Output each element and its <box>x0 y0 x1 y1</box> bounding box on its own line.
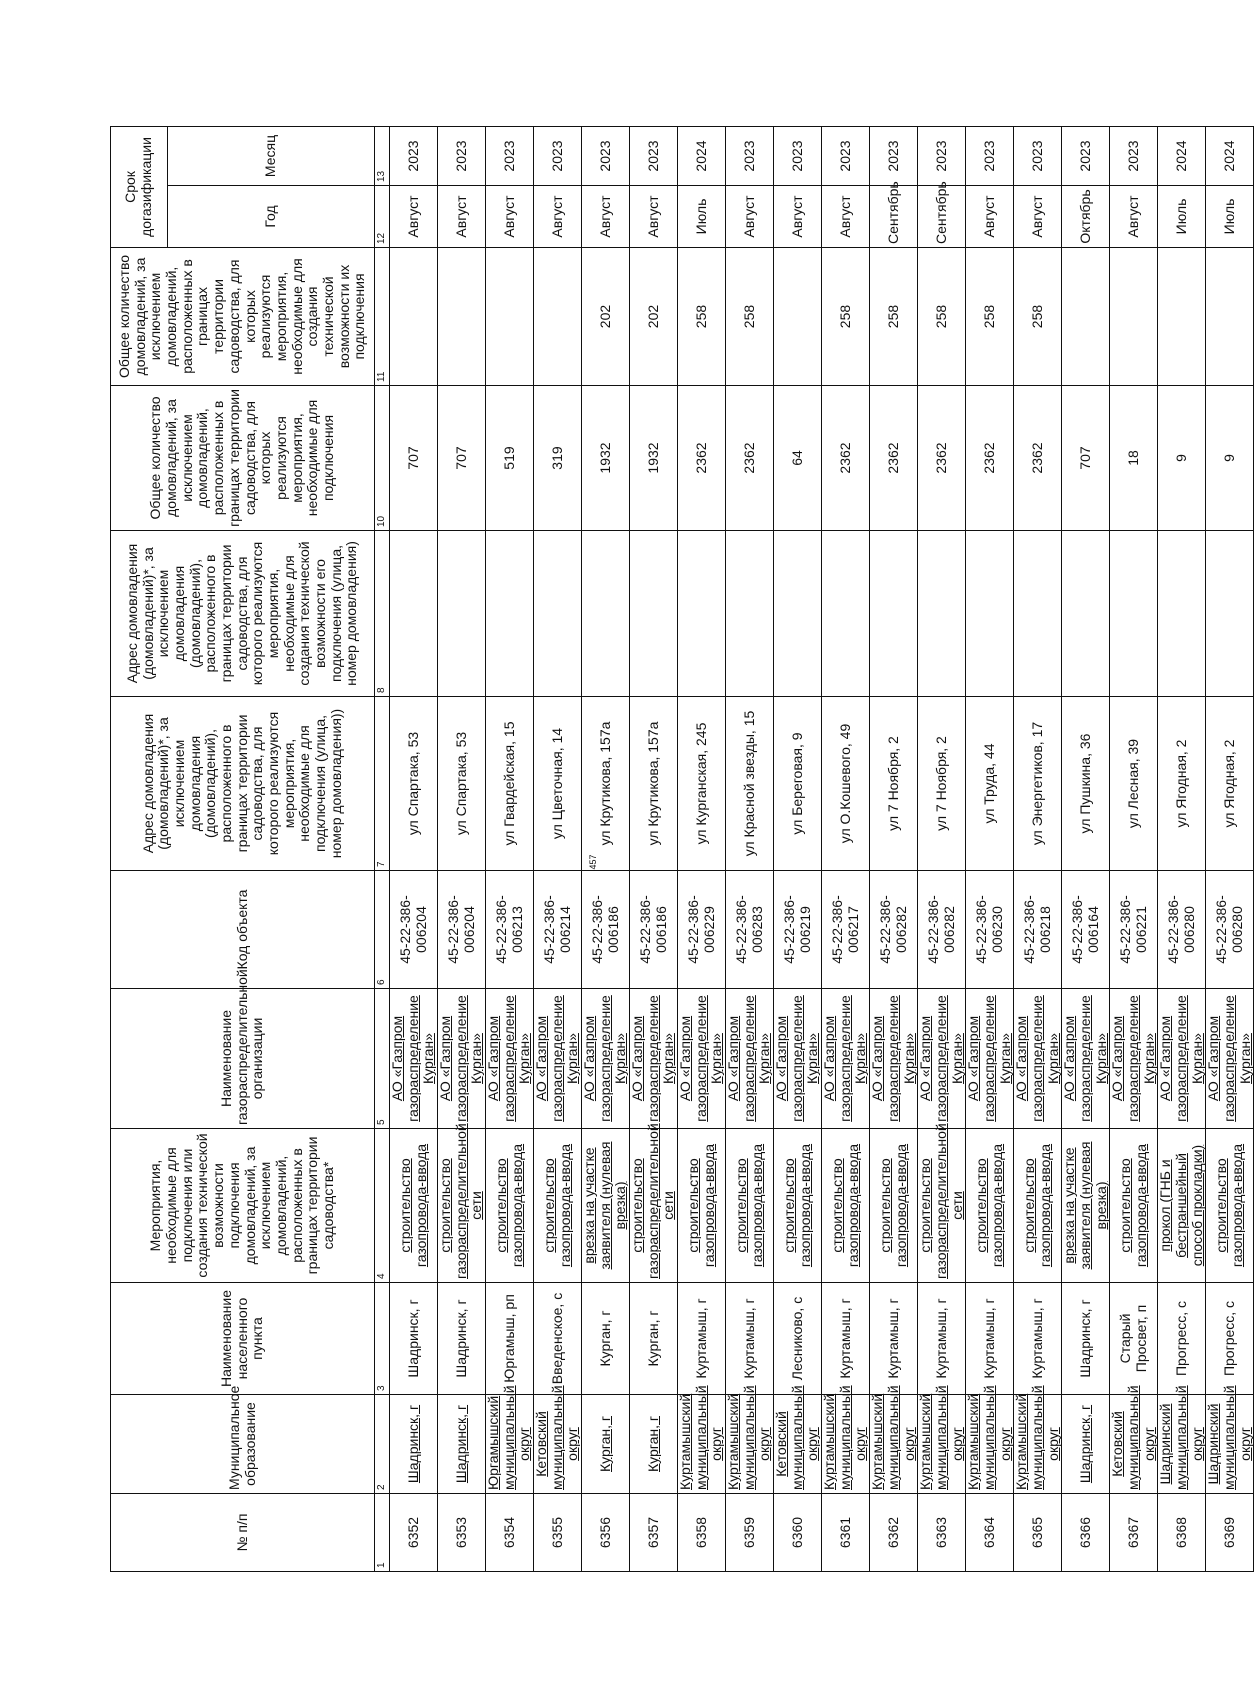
cell-num: 6363 <box>918 1494 966 1572</box>
cell-measures: строительство газопровода-ввода <box>1014 1129 1062 1283</box>
cell-total-connect: 707 <box>390 386 438 531</box>
cell-num: 6360 <box>774 1494 822 1572</box>
cell-measures: строительство газопровода-ввода <box>390 1129 438 1283</box>
cell-object-code: 45-22-386-006213 <box>486 871 534 989</box>
column-number: 5 <box>375 989 390 1129</box>
cell-num: 6367 <box>1110 1494 1158 1572</box>
cell-measures: врезка на участке заявителя (нулевая врезка) <box>1062 1129 1110 1283</box>
cell-address: ул Курганская, 245 <box>678 697 726 871</box>
header-gas-org: Наименование газораспределительной организации <box>111 989 375 1129</box>
cell-num: 6355 <box>534 1494 582 1572</box>
cell-municipality: Куртамышский муниципальный округ <box>726 1395 774 1494</box>
column-number: 4 <box>375 1129 390 1283</box>
cell-total-connect: 319 <box>534 386 582 531</box>
cell-year: Июль <box>1158 186 1206 248</box>
column-number: 6 <box>375 871 390 989</box>
cell-total-tech: 258 <box>870 248 918 386</box>
rotated-table-container <box>110 127 1253 1572</box>
cell-gas-org: АО «Газпром газораспределение Курган» <box>1014 989 1062 1129</box>
cell-total-tech: 202 <box>630 248 678 386</box>
header-total-connect: Общее количество домовладений, за исключением домовладений, расположенных в границах территории садоводства, для которых реализуются мероприятия, необходимые для подключения <box>111 386 375 531</box>
cell-address-garden <box>1206 531 1254 697</box>
cell-object-code: 45-22-386-006218 <box>1014 871 1062 989</box>
table-row <box>774 126 822 1571</box>
cell-municipality: Курган, г <box>582 1395 630 1494</box>
cell-object-code: 45-22-386-006280 <box>1206 871 1254 989</box>
cell-year: Август <box>582 186 630 248</box>
table-row <box>966 126 1014 1571</box>
cell-address: ул О.Кошевого, 49 <box>822 697 870 871</box>
cell-total-connect: 9 <box>1158 386 1206 531</box>
cell-year: Август <box>1110 186 1158 248</box>
cell-object-code: 45-22-386-006219 <box>774 871 822 989</box>
cell-settlement: Куртамыш, г <box>870 1283 918 1395</box>
cell-year: Август <box>726 186 774 248</box>
cell-gas-org: АО «Газпром газораспределение Курган» <box>582 989 630 1129</box>
cell-municipality: Курган, г <box>630 1395 678 1494</box>
cell-total-connect: 2362 <box>1014 386 1062 531</box>
cell-num: 6354 <box>486 1494 534 1572</box>
cell-address: ул Энергетиков, 17 <box>1014 697 1062 871</box>
cell-address: ул Ягодная, 2 <box>1206 697 1254 871</box>
cell-municipality: Куртамышский муниципальный округ <box>966 1395 1014 1494</box>
cell-address-garden <box>870 531 918 697</box>
cell-gas-org: АО «Газпром газораспределение Курган» <box>486 989 534 1129</box>
cell-settlement: Шадринск, г <box>438 1283 486 1395</box>
cell-month: 2023 <box>534 126 582 185</box>
cell-measures: строительство газораспределительной сети <box>918 1129 966 1283</box>
cell-total-connect: 2362 <box>966 386 1014 531</box>
cell-month: 2023 <box>870 126 918 185</box>
cell-total-connect: 2362 <box>822 386 870 531</box>
cell-municipality: Юргамышский муниципальный округ <box>486 1395 534 1494</box>
cell-gas-org: АО «Газпром газораспределение Курган» <box>966 989 1014 1129</box>
cell-total-tech: 202 <box>582 248 630 386</box>
cell-object-code: 45-22-386-006282 <box>870 871 918 989</box>
cell-gas-org: АО «Газпром газораспределение Курган» <box>870 989 918 1129</box>
table-row <box>438 126 486 1571</box>
cell-object-code: 45-22-386-006229 <box>678 871 726 989</box>
cell-municipality: Шадринск, г <box>1062 1395 1110 1494</box>
cell-measures: строительство газораспределительной сети <box>438 1129 486 1283</box>
cell-municipality: Кетовский муниципальный округ <box>534 1395 582 1494</box>
cell-month: 2024 <box>1158 126 1206 185</box>
cell-address: ул Красной звезды, 15 <box>726 697 774 871</box>
cell-object-code: 45-22-386-006280 <box>1158 871 1206 989</box>
cell-address: ул Спартака, 53 <box>390 697 438 871</box>
cell-measures: строительство газопровода-ввода <box>870 1129 918 1283</box>
cell-address: ул Гвардейская, 15 <box>486 697 534 871</box>
cell-measures: прокол (ГНБ и бестраншейный способ прокладки) <box>1158 1129 1206 1283</box>
cell-municipality: Кетовский муниципальный округ <box>1110 1395 1158 1494</box>
cell-address-garden <box>630 531 678 697</box>
cell-gas-org: АО «Газпром газораспределение Курган» <box>630 989 678 1129</box>
header-measures: Мероприятия, необходимые для подключения или создания технической возможности подключения домовладений, за исключением домовладений, расположенных в границах территории садоводства* <box>111 1129 375 1283</box>
cell-year: Октябрь <box>1062 186 1110 248</box>
cell-total-connect: 9 <box>1206 386 1254 531</box>
cell-month: 2023 <box>390 126 438 185</box>
cell-settlement: Прогресс, с <box>1158 1283 1206 1395</box>
table-row <box>486 126 534 1571</box>
cell-address-garden <box>438 531 486 697</box>
header-num: № п/п <box>111 1494 375 1572</box>
page-number: 457 <box>588 854 598 870</box>
cell-total-connect: 519 <box>486 386 534 531</box>
cell-month: 2023 <box>1110 126 1158 185</box>
cell-gas-org: АО «Газпром газораспределение Курган» <box>438 989 486 1129</box>
header-address-garden: Адрес домовладения (домовладений)*, за исключением домовладения (домовладений), расположенного в границах территории садоводства, для которого реализуются мероприятия, необходимые для создания технической возможности его подключения (улица, номер домовладения) <box>111 531 375 697</box>
cell-total-tech: 258 <box>822 248 870 386</box>
cell-measures: врезка на участке заявителя (нулевая врезка) <box>582 1129 630 1283</box>
column-number: 1 <box>375 1494 390 1572</box>
cell-total-connect: 2362 <box>726 386 774 531</box>
cell-object-code: 45-22-386-006221 <box>1110 871 1158 989</box>
cell-year: Июль <box>1206 186 1254 248</box>
table-row <box>390 126 438 1571</box>
cell-measures: строительство газопровода-ввода <box>726 1129 774 1283</box>
cell-total-tech <box>1158 248 1206 386</box>
table-row <box>582 126 630 1571</box>
header-total-tech: Общее количество домовладений, за исключением домовладений, расположенных в границах территории садоводства, для которых реализуются мероприятия, необходимые для создания технической возможности их подключения <box>111 248 375 386</box>
header-year: Год <box>168 186 375 248</box>
cell-gas-org: АО «Газпром газораспределение Курган» <box>1206 989 1254 1129</box>
cell-address-garden <box>1110 531 1158 697</box>
table-row <box>630 126 678 1571</box>
column-number-row <box>375 126 390 1571</box>
cell-settlement: Старый Просвет, п <box>1110 1283 1158 1395</box>
cell-object-code: 45-22-386-006186 <box>582 871 630 989</box>
gasification-table <box>110 126 1254 1572</box>
column-number: 13 <box>375 126 390 185</box>
cell-municipality: Шадринск, г <box>390 1395 438 1494</box>
cell-measures: строительство газопровода-ввода <box>774 1129 822 1283</box>
cell-total-tech <box>438 248 486 386</box>
cell-month: 2023 <box>774 126 822 185</box>
cell-municipality: Шадринск, г <box>438 1395 486 1494</box>
cell-address-garden <box>774 531 822 697</box>
table-row <box>870 126 918 1571</box>
table-row <box>1014 126 1062 1571</box>
cell-object-code: 45-22-386-006186 <box>630 871 678 989</box>
column-number: 7 <box>375 697 390 871</box>
cell-month: 2023 <box>438 126 486 185</box>
cell-address: ул 7 Ноября, 2 <box>870 697 918 871</box>
cell-object-code: 45-22-386-006282 <box>918 871 966 989</box>
header-deadline: Срок догазификации <box>111 126 168 247</box>
cell-year: Август <box>486 186 534 248</box>
cell-measures: строительство газопровода-ввода <box>678 1129 726 1283</box>
cell-gas-org: АО «Газпром газораспределение Курган» <box>726 989 774 1129</box>
cell-total-tech <box>1062 248 1110 386</box>
cell-num: 6365 <box>1014 1494 1062 1572</box>
cell-month: 2023 <box>486 126 534 185</box>
cell-address: ул Ягодная, 2 <box>1158 697 1206 871</box>
cell-month: 2023 <box>582 126 630 185</box>
column-number: 10 <box>375 386 390 531</box>
cell-object-code: 45-22-386-006204 <box>438 871 486 989</box>
header-object-code: Код объекта <box>111 871 375 989</box>
cell-num: 6353 <box>438 1494 486 1572</box>
column-number: 2 <box>375 1395 390 1494</box>
cell-settlement: Юргамыш, рп <box>486 1283 534 1395</box>
cell-settlement: Лесниково, с <box>774 1283 822 1395</box>
cell-total-connect: 64 <box>774 386 822 531</box>
cell-total-connect: 707 <box>1062 386 1110 531</box>
table-row <box>726 126 774 1571</box>
cell-num: 6369 <box>1206 1494 1254 1572</box>
cell-address: ул Спартака, 53 <box>438 697 486 871</box>
cell-object-code: 45-22-386-006217 <box>822 871 870 989</box>
cell-measures: строительство газораспределительной сети <box>630 1129 678 1283</box>
table-body <box>390 126 1254 1571</box>
cell-month: 2023 <box>966 126 1014 185</box>
cell-address-garden <box>582 531 630 697</box>
cell-month: 2023 <box>1014 126 1062 185</box>
cell-month: 2023 <box>918 126 966 185</box>
cell-num: 6364 <box>966 1494 1014 1572</box>
cell-address-garden <box>486 531 534 697</box>
cell-measures: строительство газопровода-ввода <box>1110 1129 1158 1283</box>
cell-settlement: Куртамыш, г <box>918 1283 966 1395</box>
cell-num: 6362 <box>870 1494 918 1572</box>
header-month: Месяц <box>168 126 375 185</box>
cell-address-garden <box>966 531 1014 697</box>
cell-total-connect: 18 <box>1110 386 1158 531</box>
cell-municipality: Куртамышский муниципальный округ <box>870 1395 918 1494</box>
cell-total-tech <box>390 248 438 386</box>
cell-municipality: Шадринский муниципальный округ <box>1158 1395 1206 1494</box>
cell-num: 6366 <box>1062 1494 1110 1572</box>
cell-address-garden <box>1062 531 1110 697</box>
cell-object-code: 45-22-386-006214 <box>534 871 582 989</box>
cell-address-garden <box>1014 531 1062 697</box>
cell-num: 6359 <box>726 1494 774 1572</box>
cell-address-garden <box>678 531 726 697</box>
cell-municipality: Шадринский муниципальный округ <box>1206 1395 1254 1494</box>
cell-settlement: Курган, г <box>630 1283 678 1395</box>
cell-address: ул Береговая, 9 <box>774 697 822 871</box>
column-number: 8 <box>375 531 390 697</box>
cell-measures: строительство газопровода-ввода <box>1206 1129 1254 1283</box>
cell-gas-org: АО «Газпром газораспределение Курган» <box>1110 989 1158 1129</box>
cell-settlement: Прогресс, с <box>1206 1283 1254 1395</box>
cell-year: Июль <box>678 186 726 248</box>
cell-settlement: Куртамыш, г <box>966 1283 1014 1395</box>
cell-total-tech <box>534 248 582 386</box>
cell-municipality: Куртамышский муниципальный округ <box>918 1395 966 1494</box>
cell-total-connect: 707 <box>438 386 486 531</box>
cell-municipality: Куртамышский муниципальный округ <box>678 1395 726 1494</box>
cell-gas-org: АО «Газпром газораспределение Курган» <box>822 989 870 1129</box>
cell-settlement: Куртамыш, г <box>822 1283 870 1395</box>
cell-total-connect: 2362 <box>870 386 918 531</box>
cell-num: 6352 <box>390 1494 438 1572</box>
cell-gas-org: АО «Газпром газораспределение Курган» <box>1158 989 1206 1129</box>
cell-address: ул Труда, 44 <box>966 697 1014 871</box>
cell-settlement: Введенское, с <box>534 1283 582 1395</box>
table-row <box>918 126 966 1571</box>
cell-total-tech <box>1206 248 1254 386</box>
cell-address: ул Крутикова, 157а <box>630 697 678 871</box>
cell-total-tech <box>1110 248 1158 386</box>
cell-object-code: 45-22-386-006230 <box>966 871 1014 989</box>
cell-municipality: Куртамышский муниципальный округ <box>1014 1395 1062 1494</box>
cell-gas-org: АО «Газпром газораспределение Курган» <box>678 989 726 1129</box>
cell-month: 2023 <box>1062 126 1110 185</box>
cell-year: Август <box>390 186 438 248</box>
cell-year: Август <box>1014 186 1062 248</box>
cell-num: 6356 <box>582 1494 630 1572</box>
cell-address-garden <box>390 531 438 697</box>
cell-gas-org: АО «Газпром газораспределение Курган» <box>1062 989 1110 1129</box>
cell-total-tech: 258 <box>966 248 1014 386</box>
cell-num: 6357 <box>630 1494 678 1572</box>
cell-year: Сентябрь <box>918 186 966 248</box>
cell-num: 6368 <box>1158 1494 1206 1572</box>
cell-address: ул Пушкина, 36 <box>1062 697 1110 871</box>
cell-settlement: Курган, г <box>582 1283 630 1395</box>
cell-settlement: Шадринск, г <box>1062 1283 1110 1395</box>
cell-address-garden <box>822 531 870 697</box>
cell-address: ул 7 Ноября, 2 <box>918 697 966 871</box>
cell-month: 2024 <box>1206 126 1254 185</box>
column-number: 12 <box>375 186 390 248</box>
cell-total-tech: 258 <box>678 248 726 386</box>
cell-total-tech: 258 <box>1014 248 1062 386</box>
header-settlement: Наименование населенного пункта <box>111 1283 375 1395</box>
cell-month: 2023 <box>630 126 678 185</box>
cell-settlement: Куртамыш, г <box>726 1283 774 1395</box>
cell-total-tech <box>486 248 534 386</box>
cell-total-tech: 258 <box>918 248 966 386</box>
table-row <box>1110 126 1158 1571</box>
cell-total-connect: 1932 <box>630 386 678 531</box>
cell-measures: строительство газопровода-ввода <box>822 1129 870 1283</box>
cell-total-connect: 1932 <box>582 386 630 531</box>
cell-year: Август <box>966 186 1014 248</box>
cell-month: 2023 <box>726 126 774 185</box>
cell-num: 6361 <box>822 1494 870 1572</box>
cell-gas-org: АО «Газпром газораспределение Курган» <box>534 989 582 1129</box>
cell-object-code: 45-22-386-006164 <box>1062 871 1110 989</box>
table-row <box>534 126 582 1571</box>
cell-num: 6358 <box>678 1494 726 1572</box>
cell-year: Август <box>438 186 486 248</box>
cell-total-connect: 2362 <box>678 386 726 531</box>
cell-month: 2024 <box>678 126 726 185</box>
cell-address: ул Крутикова, 157а <box>582 697 630 871</box>
cell-object-code: 45-22-386-006204 <box>390 871 438 989</box>
cell-address: ул Цветочная, 14 <box>534 697 582 871</box>
cell-measures: строительство газопровода-ввода <box>534 1129 582 1283</box>
cell-total-tech <box>774 248 822 386</box>
cell-year: Август <box>630 186 678 248</box>
cell-total-tech: 258 <box>726 248 774 386</box>
table-row <box>678 126 726 1571</box>
cell-year: Сентябрь <box>870 186 918 248</box>
cell-address-garden <box>1158 531 1206 697</box>
cell-gas-org: АО «Газпром газораспределение Курган» <box>918 989 966 1129</box>
cell-gas-org: АО «Газпром газораспределение Курган» <box>774 989 822 1129</box>
table-row <box>1062 126 1110 1571</box>
cell-address-garden <box>918 531 966 697</box>
table-row <box>1158 126 1206 1571</box>
cell-object-code: 45-22-386-006283 <box>726 871 774 989</box>
header-municipality: Муниципальное образование <box>111 1395 375 1494</box>
cell-settlement: Куртамыш, г <box>678 1283 726 1395</box>
cell-settlement: Куртамыш, г <box>1014 1283 1062 1395</box>
cell-measures: строительство газопровода-ввода <box>486 1129 534 1283</box>
cell-settlement: Шадринск, г <box>390 1283 438 1395</box>
cell-year: Август <box>534 186 582 248</box>
cell-address-garden <box>726 531 774 697</box>
cell-total-connect: 2362 <box>918 386 966 531</box>
column-number: 11 <box>375 248 390 386</box>
cell-year: Август <box>774 186 822 248</box>
cell-municipality: Куртамышский муниципальный округ <box>822 1395 870 1494</box>
cell-gas-org: АО «Газпром газораспределение Курган» <box>390 989 438 1129</box>
cell-municipality: Кетовский муниципальный округ <box>774 1395 822 1494</box>
column-number: 3 <box>375 1283 390 1395</box>
cell-address-garden <box>534 531 582 697</box>
header-row <box>111 126 168 1571</box>
cell-address: ул Лесная, 39 <box>1110 697 1158 871</box>
header-address: Адрес домовладения (домовладений)*, за исключением домовладения (домовладений), расположенного в границах территории садоводства, для которого реализуются мероприятия, необходимые для подключения (улица, номер домовладения)) <box>111 697 375 871</box>
table-row <box>1206 126 1254 1571</box>
cell-year: Август <box>822 186 870 248</box>
cell-measures: строительство газопровода-ввода <box>966 1129 1014 1283</box>
cell-month: 2023 <box>822 126 870 185</box>
table-row <box>822 126 870 1571</box>
